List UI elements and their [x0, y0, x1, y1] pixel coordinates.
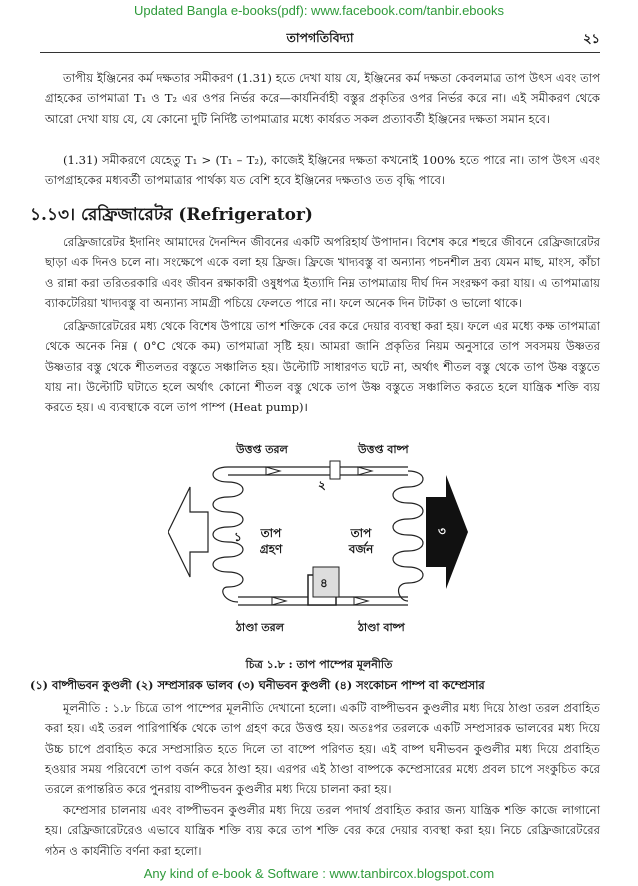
section-number: ১.১৩।	[30, 205, 76, 225]
heat-reject-label: তাপ বর্জন	[348, 526, 374, 556]
heat-out-arrow	[426, 475, 468, 589]
figure-legend: (১) বাষ্পীভবন কুণ্ডলী (২) সম্প্রসারক ভালব (৩) ঘনীভবন কুণ্ডলী (৪) সংকোচন পাম্প বা কম্প্রেসার	[30, 678, 485, 692]
label-cold-liquid: ঠাণ্ডা তরল	[236, 621, 284, 634]
figure-caption: চিত্র ১.৮ : তাপ পাম্পের মূলনীতি	[245, 658, 393, 671]
page-number: ২১	[583, 32, 600, 47]
flow-arrow-bottom-2	[354, 597, 368, 605]
heat-absorb-label: তাপ গ্রহণ	[259, 526, 283, 556]
paragraph-efficiency-limit: (1.31) সমীকরণে যেহেতু T₁ > (T₁ – T₂), কাজেই ইঞ্জিনের দক্ষতা কখনোই 100% হতে পারে না। তাপ উৎস এবং তাপগ্রাহকের মধ্যবর্তী তাপমাত্রার পার্থক্য যত বেশি হবে ইঞ্জিনের দক্ষতাও তত বৃদ্ধি পাবে।	[45, 153, 600, 188]
paragraph-efficiency: তাপীয় ইঞ্জিনের কর্ম দক্ষতার সমীকরণ (1.31) হতে দেখা যায় যে, ইঞ্জিনের কর্ম দক্ষতা কেবলমাত্র তাপ উৎস এবং তাপ গ্রাহকের তাপমাত্রা T₁ ও T₂ এর ওপর নির্ভর করে—কার্যনির্বাহী বস্তুর প্রকৃতির ওপর নির্ভর করে না। এই সমীকরণ থেকে আরো দেখা যায় যে, যে কোনো দুটি নির্দিষ্ট তাপমাত্রার মধ্যে কার্যরত সকল প্রত্যাবর্তী ইঞ্জিনের দক্ষতা সমান হবে।	[45, 71, 600, 126]
paragraph-refrigerator-intro: রেফ্রিজারেটর ইদানিং আমাদের দৈনন্দিন জীবনের একটি অপরিহার্য উপাদান। বিশেষ করে শহুরে জীবনে রেফ্রিজারেটর ছাড়া এক দিনও চলে না। সংক্ষেপে একে বলা হয় ফ্রিজ। ফ্রিজে খাদ্যবস্তু বা অন্যান্য পচনশীল দ্রব্য যেমন মাছ, মাংস, কাঁচা ও রান্না করা তরিতরকারি এবং জীবন রক্ষাকারী ওষুধপত্র ইত্যাদি নিম্ন তাপমাত্রায় দীর্ঘ দিন সংরক্ষণ করা যায়। এ তাপমাত্রায় ব্যাকটেরিয়া খাদ্যবস্তু বা অন্যান্য সামগ্রী পচিয়ে ফেলতে পারে না। ফলে অনেক দিন টাটকা ও ভালো থাকে।	[45, 235, 600, 310]
part-number-2: ২	[318, 478, 326, 492]
flow-arrow-bottom-1	[272, 597, 286, 605]
flow-arrow-top-2	[358, 467, 372, 475]
expansion-valve	[330, 461, 340, 479]
top-banner: Updated Bangla e-books(pdf): www.facebook.com/tanbir.ebooks	[134, 3, 504, 18]
section-heading	[30, 202, 313, 230]
label-hot-liquid: উত্তপ্ত তরল	[236, 443, 288, 456]
heat-pump-figure	[168, 437, 468, 647]
paragraph-compressor: কম্প্রেসার চালনায় এবং বাষ্পীভবন কুণ্ডলীর মধ্য দিয়ে তরল পদার্থ প্রবাহিত করার জন্য যান্ত্রিক শক্তি কাজে লাগানো হয়। রেফ্রিজারেটরেও এভাবে যান্ত্রিক শক্তি ব্যয় করে তাপ শক্তি বের করে দেয়ার ব্যবস্থা করা হয়। নিচে রেফ্রিজারেটরের গঠন ও কার্যনীতি বর্ণনা করা হলো।	[45, 803, 600, 858]
section-title-bn: রেফ্রিজারেটর	[81, 205, 173, 225]
part-number-4: ৪	[320, 576, 328, 590]
part-number-3: ৩	[438, 524, 446, 538]
label-cold-vapour: ঠাণ্ডা বাষ্প	[358, 621, 405, 634]
heat-pump-diagram	[168, 437, 468, 647]
running-head	[40, 30, 600, 53]
flow-arrow-top-1	[266, 467, 280, 475]
bottom-banner: Any kind of e-book & Software : www.tanbircox.blogspot.com	[143, 866, 495, 881]
condenser-coil	[393, 471, 423, 601]
paragraph-principle: মূলনীতি : ১.৮ চিত্রে তাপ পাম্পের মূলনীতি দেখানো হলো। একটি বাষ্পীভবন কুণ্ডলীর মধ্য দিয়ে ঠাণ্ডা তরল প্রবাহিত করা হয়। এই তরল পারিপার্শ্বিক থেকে তাপ গ্রহণ করে উত্তপ্ত হয়। অতঃপর তরলকে একটি সম্প্রসারক ভালবের মধ্য দিয়ে উচ্চ চাপে প্রবাহিত করে সম্প্রসারিত হতে দিলে তা বাষ্পে পরিণত হয়। এই বাষ্প ঘনীভবন কুণ্ডলীর মধ্য দিয়ে প্রবাহিত হওয়ার সময় পরিবেশে তাপ বর্জন করে ঠাণ্ডা হয়। এরপর এই ঠাণ্ডা বাষ্পকে কম্প্রেসারের মধ্যে প্রবল চাপে সংকুচিত করে তরলে রূপান্তরিত করে পুনরায় বাষ্পীভবন কুণ্ডলীর মধ্য দিয়ে চালনা করা হয়।	[45, 701, 600, 797]
paragraph-heat-pump: রেফ্রিজারেটরের মধ্য থেকে বিশেষ উপায়ে তাপ শক্তিকে বের করে দেয়ার ব্যবস্থা করা হয়। ফলে এর মধ্যে কক্ষ তাপমাত্রা থেকে অনেক নিম্ন ( 0°C থেকে কম) তাপমাত্রা সৃষ্টি হয়। আমরা জানি প্রকৃতির নিয়ম অনুসারে তাপ সবসময় উষ্ণতর উষ্ণতার বস্তু থেকে শীতলতর বস্তুতে সঞ্চালিত হয়। উল্টোটি সাধারণত ঘটে না, অর্থাৎ শীতল বস্তু থেকে তাপ উষ্ণ বস্তুতে যায় না। উল্টোটি ঘটাতে হলে অর্থাৎ কোনো শীতল বস্তু থেকে তাপ উষ্ণ বস্তুতে সঞ্চালিত করতে হলে যান্ত্রিক শক্তি ব্যয় করতে হয়। এ ব্যবস্থাকে বলে তাপ পাম্প (Heat pump)।	[45, 319, 600, 415]
heat-in-arrow	[168, 487, 208, 577]
chapter-title: তাপগতিবিদ্যা	[286, 30, 354, 45]
label-hot-vapour: উত্তপ্ত বাষ্প	[358, 443, 409, 456]
section-title-en: (Refrigerator)	[178, 205, 313, 225]
part-number-1: ১	[234, 530, 242, 544]
